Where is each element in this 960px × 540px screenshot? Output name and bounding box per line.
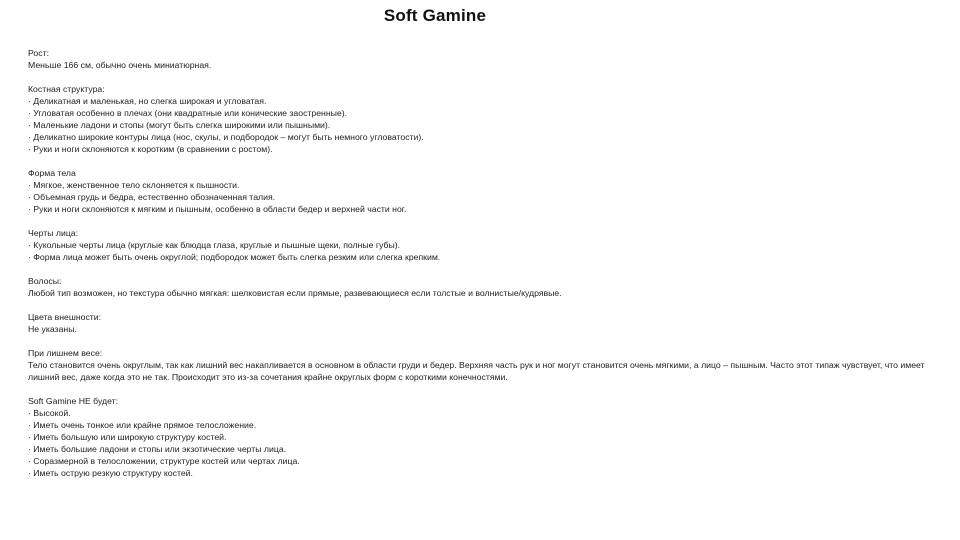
bullet-item: · Мягкое, женственное тело склоняется к пышности. [28,180,240,190]
bullet-item: · Иметь острую резкую структуру костей. [28,468,193,478]
section-heading: При лишнем весе: [28,348,103,358]
section-height [28,47,943,71]
section-heading: Soft Gamine НЕ будет: [28,396,119,406]
section-hair [28,275,943,299]
section-body-shape [28,167,943,215]
bullet-item: · Руки и ноги склоняются к коротким (в сравнении с ростом). [28,144,273,154]
section-heading: Рост: [28,48,49,58]
section-coloring [28,311,943,335]
section-heading: Форма тела [28,168,76,178]
section-line: Любой тип возможен, но текстура обычно мягкая: шелковистая если прямые, развевающиеся если толстые и волнистые/кудрявые. [28,288,562,298]
page-title: Soft Gamine [383,6,487,25]
section-will-not-be [28,395,943,479]
section-heading: Волосы: [28,276,62,286]
section-paragraph: Тело становится очень округлым, так как лишний вес накапливается в основном в области груди и бедер. Верхняя часть рук и ног могут становится очень мягкими, а лицо – пышным. Часто этот типаж чувствует, что имеет лишний вес, даже когда это не так. Происходит это из-за сочетания крайне округлых форм с короткими конечностями. [28,360,925,382]
bullet-item: · Иметь большие ладони и стопы или экзотические черты лица. [28,444,287,454]
content-body [28,47,943,491]
section-line: Меньше 166 см, обычно очень миниатюрная. [28,60,212,70]
section-line: Не указаны. [28,324,77,334]
bullet-item: · Иметь большую или широкую структуру костей. [28,432,227,442]
bullet-item: · Угловатая особенно в плечах (они квадратные или конические заостренные). [28,108,348,118]
section-facial-features [28,227,943,263]
section-heading: Черты лица: [28,228,79,238]
bullet-item: · Деликатная и маленькая, но слегка широкая и угловатая. [28,96,267,106]
bullet-item: · Маленькие ладони и стопы (могут быть слегка широкими или пышными). [28,120,331,130]
bullet-item: · Деликатно широкие контуры лица (нос, скулы, и подбородок – могут быть немного угловатости). [28,132,424,142]
section-overweight [28,347,943,383]
section-heading: Костная структура: [28,84,105,94]
bullet-item: · Иметь очень тонкое или крайне прямое телосложение. [28,420,257,430]
bullet-item: · Соразмерной в телосложении, структуре костей или чертах лица. [28,456,300,466]
bullet-item: · Руки и ноги склоняются к мягким и пышным, особенно в области бедер и верхней части ног. [28,204,407,214]
bullet-item: · Объемная грудь и бедра, естественно обозначенная талия. [28,192,276,202]
section-heading: Цвета внешности: [28,312,102,322]
bullet-item: · Высокой. [28,408,71,418]
section-bone-structure [28,83,943,155]
bullet-item: · Кукольные черты лица (круглые как блюдца глаза, круглые и пышные щеки, полные губы). [28,240,401,250]
bullet-item: · Форма лица может быть очень округлой; подбородок может быть слегка резким или слегка крепким. [28,252,441,262]
